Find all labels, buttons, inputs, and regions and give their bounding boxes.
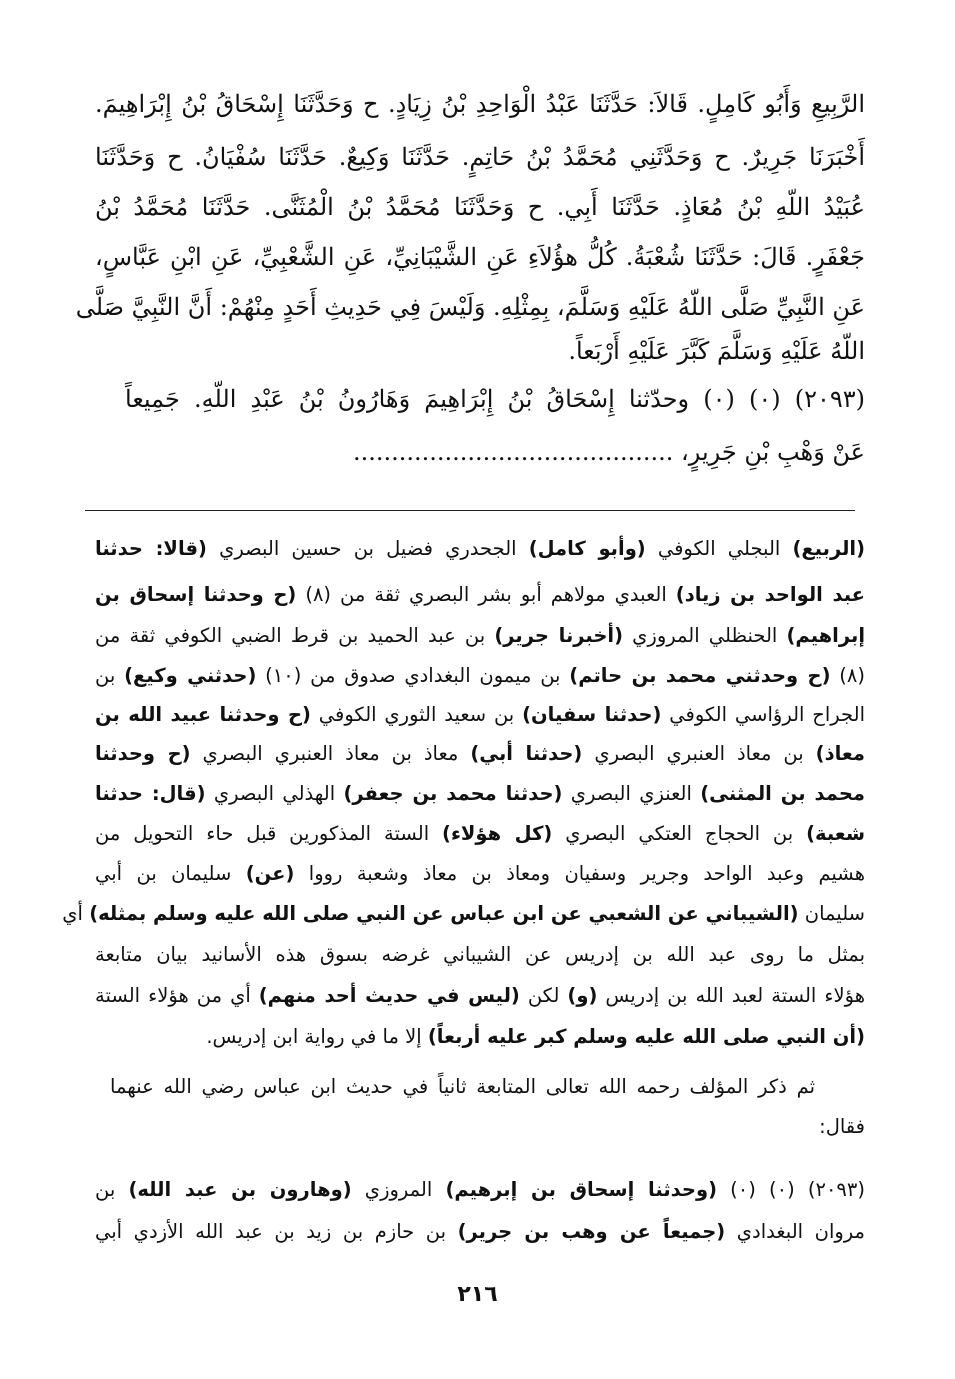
commentary-text: المروزي [351,1178,446,1201]
commentary-text: معاذ بن معاذ العنبري البصري [190,742,471,765]
bold-matn-quote: معاذ) [815,742,865,765]
bold-matn-quote: (الشيباني عن الشعبي عن ابن عباس عن النبي صلى الله عليه وسلم بمثله) [89,902,799,925]
commentary-text: سليمان [798,902,865,925]
sharh-line-5 [95,703,865,726]
commentary-text: (٢٠٩٣) (٠) (٠) [717,1178,865,1201]
commentary-text: الستة المذكورين قبل حاء التحويل من [95,822,443,845]
matn2-dots: .......................................... [352,438,674,466]
sharh-line-10 [62,902,865,925]
bold-matn-quote: (أخبرنا جرير) [494,624,624,647]
bold-matn-quote: (قالا: حدثنا [95,537,207,560]
matn-line-1: الرَّبِيعِ وَأَبُو كَامِلٍ. قَالاَ: حَدَّثَنَا عَبْدُ الْوَاحِدِ بْنُ زِيَادٍ. ح وَحَدَّثَنَا إِسْحَاقُ بْنُ إِبْرَاهِيمَ. [95,90,865,118]
sharh2-line-2 [95,1220,865,1243]
bold-matn-quote: محمد بن المثنى) [700,782,865,805]
commentary-text: لكن [519,984,568,1007]
commentary-text: الجحدري فضيل بن حسين البصري [206,537,529,560]
sharh-line-13 [95,1025,865,1048]
bold-matn-quote: (ح وحدثنا [95,742,191,765]
bold-matn-quote: (حدثنا محمد بن جعفر) [343,782,563,805]
commentary-text: مروان البغدادي [725,1220,865,1243]
commentary-text: العنزي البصري [562,782,701,805]
sharh-line-8 [95,822,865,845]
bold-matn-quote: شعبة) [806,822,865,845]
bold-matn-quote: (حدثنا سفيان) [522,703,662,726]
matn2-line-2 [95,438,865,466]
commentary-text: البجلي الكوفي [645,537,793,560]
matn2-line-1: (٢٠٩٣) (٠) (٠) وحدّثنا إِسْحَاقُ بْنُ إِبْرَاهِيمَ وَهَارُونُ بْنُ عَبْدِ اللّهِ. جَمِيعاً [125,385,866,413]
sharh-line-7 [95,782,865,805]
bold-matn-quote: (عن) [245,862,295,885]
commentary-text: بن حازم بن زيد بن عبد الله الأزدي أبي [95,1220,458,1243]
note-line-2: فقال: [819,1115,865,1138]
commentary-text: أي من هؤلاء الستة [95,984,259,1007]
bold-matn-quote: (جميعاً عن وهب بن جرير) [457,1220,726,1243]
matn-line-4: جَعْفَرٍ. قَالَ: حَدَّثَنَا شُعْبَةُ. كُلُّ هؤُلاَءِ عَنِ الشَّيْبَانِيِّ، عَنِ الشَّعْبِيِّ، عَنِ ابْنِ عَبَّاسٍ، [95,243,865,271]
sharh-line-4 [95,664,865,687]
sharh-line-6 [95,742,865,765]
commentary-text: إلا ما في رواية ابن إدريس. [206,1025,428,1048]
bold-matn-quote: (الربيع) [792,537,866,560]
matn-line-3: عُبَيْدُ اللّهِ بْنُ مُعَاذٍ. حَدَّثَنَا أَبِي. ح وَحَدَّثَنَا مُحَمَّدُ بْنُ الْمُثَنَّى. حَدَّثَنَا مُحَمَّدُ بْنُ [95,193,865,221]
commentary-text: العبدي مولاهم أبو بشر البصري ثقة من (٨) [296,583,676,606]
bold-matn-quote: (ليس في حديث أحد منهم) [258,984,520,1007]
bold-matn-quote: (قال: حدثنا [95,782,206,805]
commentary-text: الهذلي البصري [205,782,344,805]
commentary-text: بن الحجاج العتكي البصري [552,822,807,845]
commentary-text: الجراح الرؤاسي الكوفي [661,703,865,726]
bold-matn-quote: إبراهيم) [786,624,866,647]
commentary-text: بمثل ما روى عبد الله بن إدريس عن الشيباني غرضه بسوق هذه الأسانيد بيان متابعة [95,943,865,966]
bold-matn-quote: (حدثني وكيع) [124,664,257,687]
matn-line-5: عَنِ النَّبِيِّ صَلَّى اللّهُ عَلَيْهِ وَسَلَّمَ، بِمِثْلِهِ. وَلَيْسَ فِي حَدِيثِ أَحَدٍ مِنْهُمْ: أَنَّ النَّبِيَّ صَلَّى [75,293,865,321]
bold-matn-quote: (ح وحدثني محمد بن حاتم) [569,664,831,687]
bold-matn-quote: عبد الواحد بن زياد) [675,583,865,606]
matn-line-2: أَخْبَرَنَا جَرِيرٌ. ح وَحَدَّثَنِي مُحَمَّدُ بْنُ حَاتِمٍ. حَدَّثَنَا وَكِيعٌ. حَدَّثَنَا سُفْيَانُ. ح وَحَدَّثَنَا [95,143,865,171]
sharh2-line-1 [95,1178,865,1201]
page-number: ٢١٦ [457,1282,498,1307]
matn-line-6: اللّهُ عَلَيْهِ وَسَلَّمَ كَبَّرَ عَلَيْهِ أَرْبَعاً. [568,337,865,365]
commentary-text: بن عبد الحميد بن قرط الضبي الكوفي ثقة من [95,624,495,647]
commentary-text: هشيم وعبد الواحد وجرير وسفيان ومعاذ بن معاذ وشعبة رووا [294,862,865,885]
sharh-line-11 [95,943,865,966]
commentary-text: بن ميمون البغدادي صدوق من (١٠) [256,664,570,687]
matn2-line-2-text: عَنْ وَهْبِ بْنِ جَرِيرٍ، [681,438,865,466]
bold-matn-quote: (كل هؤلاء) [442,822,553,845]
commentary-text: (٨) [830,664,865,687]
commentary-text: بن سعيد الثوري الكوفي [310,703,523,726]
sharh-line-2 [95,583,865,606]
bold-matn-quote: (ح وحدثنا عبيد الله بن [95,703,311,726]
commentary-text: بن [95,1178,129,1201]
sharh-line-9 [95,862,865,885]
bold-matn-quote: (و) [567,984,598,1007]
footnote-separator [85,510,855,511]
sharh-line-3 [95,624,865,647]
commentary-text: أي [62,902,90,925]
bold-matn-quote: (وأبو كامل) [528,537,646,560]
bold-matn-quote: (أن النبي صلى الله عليه وسلم كبر عليه أربعاً) [427,1025,865,1048]
sharh-line-12 [95,984,865,1007]
commentary-text: سليمان بن أبي [95,862,246,885]
bold-matn-quote: (حدثنا أبي) [470,742,583,765]
commentary-text: هؤلاء الستة لعبد الله بن إدريس [597,984,865,1007]
note-line-1: ثم ذكر المؤلف رحمه الله تعالى المتابعة ثانياً في حديث ابن عباس رضي الله عنهما [110,1075,815,1098]
commentary-text: الحنظلي المروزي [623,624,787,647]
bold-matn-quote: (وحدثنا إسحاق بن إبرهيم) [445,1178,717,1201]
bold-matn-quote: (ح وحدثنا إسحاق بن [95,583,297,606]
commentary-text: بن [95,664,125,687]
commentary-text: بن معاذ العنبري البصري [582,742,816,765]
bold-matn-quote: (وهارون بن عبد الله) [128,1178,352,1201]
sharh-line-1 [95,537,865,560]
